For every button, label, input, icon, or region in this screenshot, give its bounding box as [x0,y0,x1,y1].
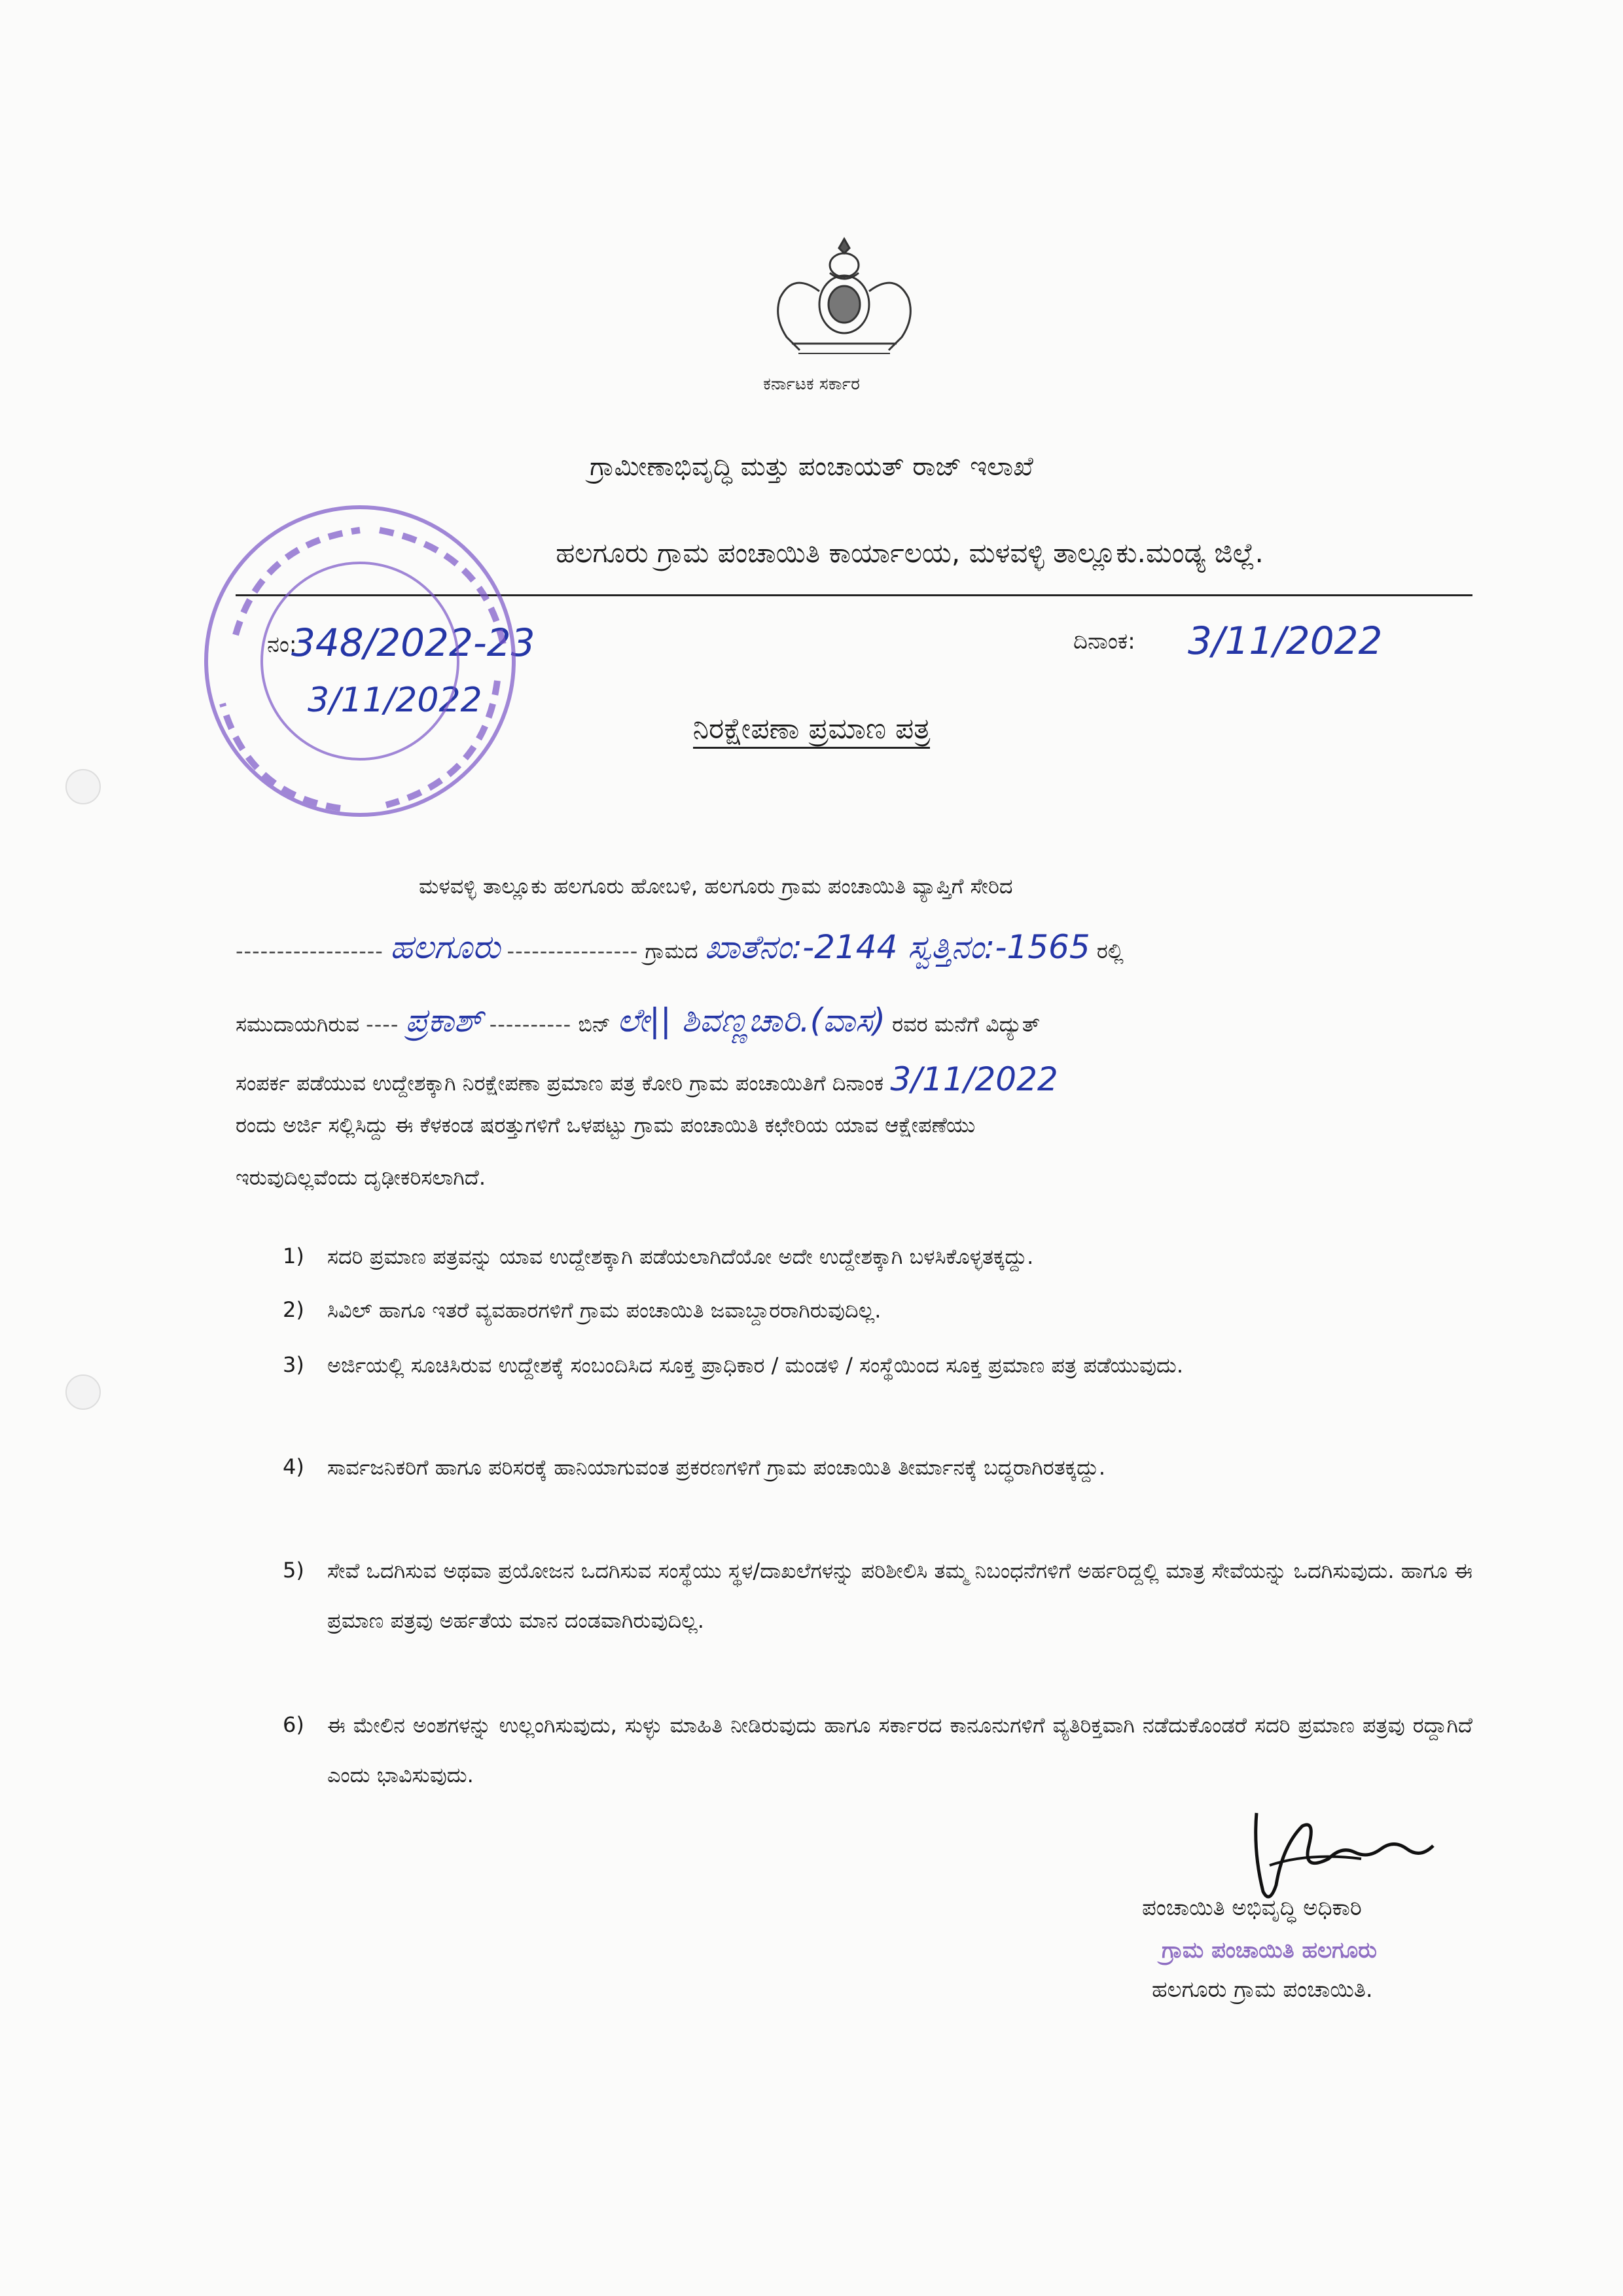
condition-number: 5) [283,1558,304,1583]
condition-text: ಸಿವಿಲ್ ಹಾಗೂ ಇತರೆ ವ್ಯವಹಾರಗಳಿಗೆ ಗ್ರಾಮ ಪಂಚಾಯಿತಿ ಜವಾಬ್ದಾರರಾಗಿರುವುದಿಲ್ಲ. [327,1298,882,1323]
punch-hole [65,1374,101,1410]
condition-text: ಸಾರ್ವಜನಿಕರಿಗೆ ಹಾಗೂ ಪರಿಸರಕ್ಕೆ ಹಾನಿಯಾಗುವಂತ ಪ್ರಕರಣಗಳಿಗೆ ಗ್ರಾಮ ಪಂಚಾಯಿತಿ ತೀರ್ಮಾನಕ್ಕೆ ಬದ್ಧರಾಗಿರತಕ್ಕದ್ದು. [327,1455,1106,1480]
body-line-5: ರಂದು ಅರ್ಜಿ ಸಲ್ಲಿಸಿದ್ದು ಈ ಕೆಳಕಂಡ ಷರತ್ತುಗಳಿಗೆ ಒಳಪಟ್ಟು ಗ್ರಾಮ ಪಂಚಾಯಿತಿ ಕಛೇರಿಯ ಯಾವ ಆಕ್ಷೇಪಣೆಯು [236,1113,976,1138]
body-line-3: ಸಮುದಾಯಗಿರುವ ---- ಪ್ರಕಾಶ್ ---------- ಬಿನ್ ಲೇ|| ಶಿವಣ್ಣಚಾರಿ.(ವಾಸ) ರವರ ಮನೆಗೆ ವಿದ್ಯುತ್ [236,1001,1041,1039]
panchayat-seal-stamp [183,484,537,838]
line4-text: ಸಂಪರ್ಕ ಪಡೆಯುವ ಉದ್ದೇಶಕ್ಕಾಗಿ ನಿರಕ್ಷೇಪಣಾ ಪ್ರಮಾಣ ಪತ್ರ ಕೋರಿ ಗ್ರಾಮ ಪಂಚಾಯಿತಿಗೆ ದಿನಾಂಕ [236,1071,884,1096]
body-line-2: ------------------ ಹಲಗೂರು ---------------- ಗ್ರಾಮದ ಖಾತೆನಂ:-2144 ಸ್ವತ್ತಿನಂ:-1565 ರಲ್ಲಿ [236,928,1124,966]
reference-date-handwritten: 3/11/2022 [308,681,482,720]
bin-label: ಬಿನ್ [578,1012,611,1037]
owner-prefix: ಸಮುದಾಯಗಿರುವ [236,1012,359,1037]
body-line-6: ಇರುವುದಿಲ್ಲವೆಂದು ದೃಢೀಕರಿಸಲಾಗಿದೆ. [236,1165,486,1190]
owner-handwritten: ಪ್ರಕಾಶ್ [405,1001,483,1039]
condition-number: 2) [283,1297,304,1322]
body-line-4 [236,1060,1479,1098]
application-date-handwritten: 3/11/2022 [890,1060,1058,1098]
condition-number: 4) [283,1454,304,1479]
line3-suffix: ರವರ ಮನೆಗೆ ವಿದ್ಯುತ್ [892,1012,1041,1037]
condition-text: ಈ ಮೇಲಿನ ಅಂಶಗಳನ್ನು ಉಲ್ಲಂಗಿಸುವುದು, ಸುಳ್ಳು ಮಾಹಿತಿ ನೀಡಿರುವುದು ಹಾಗೂ ಸರ್ಕಾರದ ಕಾನೂನುಗಳಿಗೆ ವ್ಯತಿರಿಕ್ತವಾಗಿ ನಡೆದುಕೊಂಡರೆ ಸದರಿ ಪ್ರಮಾಣ ಪತ್ರವು ರದ್ದಾಗಿದೆ ಎಂದು ಭಾವಿಸುವುದು. [327,1713,1472,1787]
condition-number: 6) [283,1712,304,1737]
condition-text: ಸೇವೆ ಒದಗಿಸುವ ಅಥವಾ ಪ್ರಯೋಜನ ಒದಗಿಸುವ ಸಂಸ್ಥೆಯು ಸ್ಥಳ/ದಾಖಲೆಗಳನ್ನು ಪರಿಶೀಲಿಸಿ ತಮ್ಮ ನಿಬಂಧನೆಗಳಿಗೆ ಅರ್ಹರಿದ್ದಲ್ಲಿ ಮಾತ್ರ ಸೇವೆಯನ್ನು ಒದಗಿಸುವುದು. ಹಾಗೂ ಈ ಪ್ರಮಾಣ ಪತ್ರವು ಅರ್ಹತೆಯ ಮಾನ ದಂಡವಾಗಿರುವುದಿಲ್ಲ. [327,1558,1472,1633]
signatory-office: ಹಲಗೂರು ಗ್ರಾಮ ಪಂಚಾಯಿತಿ. [1152,1977,1373,2003]
karnataka-emblem-icon [766,232,923,363]
village-handwritten: ಹಲಗೂರು [390,928,501,966]
village-suffix: ಗ್ರಾಮದ [645,939,698,963]
condition-number: 1) [283,1244,304,1268]
department-name: ಗ್ರಾಮೀಣಾಭಿವೃದ್ಧಿ ಮತ್ತು ಪಂಚಾಯತ್ ರಾಜ್ ಇಲಾಖೆ [590,452,1033,482]
office-name: ಹಲಗೂರು ಗ್ರಾಮ ಪಂಚಾಯಿತಿ ಕಾರ್ಯಾಲಯ, ಮಳವಳ್ಳಿ ತಾಲ್ಲೂಕು.ಮಂಡ್ಯ ಜಿಲ್ಲೆ. [556,537,1264,569]
reference-number-handwritten: 348/2022-23 [291,620,535,665]
punch-hole [65,769,101,804]
government-name: ಕರ್ನಾಟಕ ಸರ್ಕಾರ [763,374,860,394]
property-suffix: ರಲ್ಲಿ [1096,939,1124,963]
reference-number-label: ನಂ: [267,632,297,658]
property-handwritten: ಖಾತೆನಂ:-2144 ಸ್ವತ್ತಿನಂ:-1565 [704,928,1090,966]
condition-text: ಸದರಿ ಪ್ರಮಾಣ ಪತ್ರವನ್ನು ಯಾವ ಉದ್ದೇಶಕ್ಕಾಗಿ ಪಡೆಯಲಾಗಿದೆಯೋ ಅದೇ ಉದ್ದೇಶಕ್ಕಾಗಿ ಬಳಸಿಕೊಳ್ಳತಕ್ಕದ್ದು. [327,1244,1034,1269]
body-line-1: ಮಳವಳ್ಳಿ ತಾಲ್ಲೂಕು ಹಲಗೂರು ಹೋಬಳಿ, ಹಲಗೂರು ಗ್ರಾಮ ಪಂಚಾಯಿತಿ ವ್ಯಾಪ್ತಿಗೆ ಸೇರಿದ [419,874,1013,899]
date-handwritten: 3/11/2022 [1188,619,1383,663]
date-label: ದಿನಾಂಕ: [1073,628,1135,655]
father-handwritten: ಲೇ|| ಶಿವಣ್ಣಚಾರಿ.(ವಾಸ) [617,1001,885,1039]
condition-number: 3) [283,1352,304,1377]
condition-text: ಅರ್ಜಿಯಲ್ಲಿ ಸೂಚಿಸಿರುವ ಉದ್ದೇಶಕ್ಕೆ ಸಂಬಂದಿಸಿದ ಸೂಕ್ತ ಪ್ರಾಧಿಕಾರ / ಮಂಡಳಿ / ಸಂಸ್ಥೆಯಿಂದ ಸೂಕ್ತ ಪ್ರಮಾಣ ಪತ್ರ ಪಡೆಯುವುದು. [327,1353,1184,1378]
signatory-designation: ಪಂಚಾಯಿತಿ ಅಭಿವೃದ್ಧಿ ಅಧಿಕಾರಿ [1142,1895,1362,1921]
signatory-stamp-line: ಗ್ರಾಮ ಪಂಚಾಯಿತಿ ಹಲಗೂರು [1162,1937,1377,1964]
certificate-title: ನಿರಕ್ಷೇಪಣಾ ಪ್ರಮಾಣ ಪತ್ರ [0,712,1623,745]
